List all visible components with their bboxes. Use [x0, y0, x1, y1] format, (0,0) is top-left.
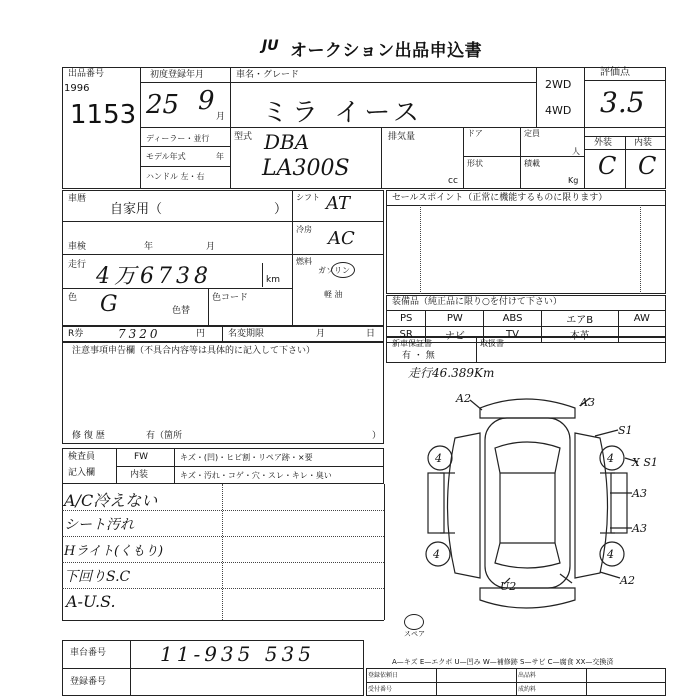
mark-a3-low: A3	[632, 522, 647, 535]
office-box-3: 出品料	[518, 672, 537, 679]
lot-prefix: 1996	[64, 83, 90, 94]
inspection-month-unit: 月	[206, 242, 216, 252]
lot-number: 1153	[70, 100, 137, 130]
history-close: ）	[274, 202, 288, 217]
manual-label: 取扱書	[480, 339, 504, 348]
inspector-label: 検査員	[68, 452, 96, 462]
fuel-diesel: 軽 油	[324, 290, 343, 299]
notes-label: 注意事項申告欄（不具合内容等は具体的に記入して下さい）	[72, 346, 316, 356]
rear-bumper	[480, 588, 575, 608]
model-label: 型式	[234, 132, 253, 142]
shift-label: シフト	[296, 193, 320, 202]
spare-label: スペア	[404, 630, 425, 638]
recycle-value: 7320	[118, 327, 161, 341]
entry-label: 記入欄	[68, 468, 96, 478]
exterior-score: C	[598, 152, 617, 180]
registration-month-unit: 月	[216, 112, 226, 122]
windshield	[495, 442, 560, 473]
mileage-value: 4万6738	[96, 264, 212, 289]
plate-label: 登録番号	[70, 677, 107, 687]
repair-label: 修 復 歴	[72, 431, 105, 441]
chassis-value: 11-935 535	[160, 642, 315, 666]
spare-tire-icon	[404, 614, 424, 630]
inspector-interior: 内装	[130, 470, 149, 480]
equip-leather: 本革	[541, 327, 618, 343]
equip-aw: AW	[618, 311, 665, 327]
recycle-row	[62, 326, 384, 342]
doors-label: ドア	[467, 129, 483, 138]
fuel-circle-mark	[331, 262, 355, 278]
note-3: Hライト(くもり)	[64, 544, 164, 559]
chassis-label: 車台番号	[70, 648, 107, 658]
note-5: A-U.S.	[66, 592, 116, 611]
sales-point-label: セールスポイント（正常に機能するものに限ります）	[392, 193, 608, 203]
warranty-label: 新車保証書	[392, 339, 432, 348]
load-label: 積載	[524, 159, 540, 168]
equip-abs: ABS	[484, 311, 542, 327]
aircon-label: 冷房	[296, 225, 312, 234]
notes-section	[62, 342, 384, 444]
aircon-value: AC	[328, 228, 355, 249]
office-box-1: 登録依頼日	[368, 672, 399, 679]
handle-label: ハンドル 左・右	[146, 172, 205, 181]
car-name-label: 車名・グレード	[236, 70, 300, 80]
damage-legend: A—キズ E—エクボ U—凹み W—補修跡 S—サビ C—腐食 XX—交換済	[392, 658, 614, 666]
equip-navi: ナビ	[426, 327, 484, 343]
registration-month: 9	[198, 86, 215, 116]
mark-xs1: X S1	[632, 456, 658, 469]
equip-airbag: エアB	[541, 311, 618, 327]
shape-label: 形状	[467, 159, 483, 168]
name-change-label: 名変期限	[228, 329, 265, 339]
fuel-label: 燃料	[296, 257, 312, 266]
fw-legend: キズ・(凹)・ヒビ割・リペア跡・×要	[180, 453, 313, 462]
mark-wheel-fl: 4	[435, 452, 442, 465]
engine-unit: cc	[448, 176, 458, 186]
equip-ps: PS	[387, 311, 426, 327]
color-change-label: 色替	[172, 306, 191, 316]
color-label: 色	[68, 293, 78, 303]
color-code-label: 色コード	[212, 293, 249, 303]
equip-tv: TV	[484, 327, 542, 343]
exterior-label: 外装	[594, 138, 613, 148]
note-1: A/C冷えない	[64, 491, 158, 510]
name-change-day: 日	[366, 329, 376, 339]
score-label: 評価点	[600, 67, 630, 78]
registration-label: 初度登録年月	[150, 70, 205, 80]
mark-s1: S1	[618, 424, 633, 437]
rear-window	[495, 543, 560, 568]
equip-sr: SR	[387, 327, 426, 343]
name-change-month: 月	[316, 329, 326, 339]
car-damage-diagram	[400, 378, 670, 638]
capacity-label: 定員	[524, 129, 540, 138]
mileage-unit: km	[266, 275, 280, 285]
office-box-2: 受付番号	[368, 686, 393, 693]
history-label: 車暦	[68, 194, 87, 204]
car-name-value: ミラ イース	[262, 98, 423, 128]
equipment-label: 装備品（純正品に限り○を付けて下さい）	[392, 297, 562, 307]
mark-wheel-rr: 4	[607, 548, 614, 561]
engine-label: 排気量	[388, 132, 416, 142]
mark-wheel-rl: 4	[433, 548, 440, 561]
mileage-note: 走行46.389Km	[408, 366, 495, 380]
interior-legend: キズ・汚れ・コゲ・穴・スレ・キレ・臭い	[180, 471, 332, 480]
inspection-year-unit: 年	[144, 242, 154, 252]
inspector-fw: FW	[134, 452, 149, 462]
lot-label: 出品番号	[68, 69, 105, 79]
mark-a2-top: A2	[456, 392, 471, 405]
mark-a3-mid: A3	[632, 487, 647, 500]
warranty-value: 有 ・ 無	[402, 351, 435, 361]
mark-a2-rear: A2	[620, 574, 635, 587]
left-side	[448, 433, 481, 578]
capacity-unit: 人	[572, 147, 580, 156]
car-body	[485, 418, 570, 588]
right-side	[575, 433, 608, 578]
form-title: オークション出品申込書	[290, 41, 483, 61]
label-4wd: 4WD	[545, 104, 572, 117]
front-bumper	[480, 399, 575, 418]
fuel-gasoline: ガソリン	[318, 266, 350, 275]
note-4: 下回りS.C	[64, 569, 131, 585]
label-2wd: 2WD	[545, 78, 572, 91]
office-box-4: 成約料	[518, 686, 537, 693]
model-year-label: モデル年式	[146, 152, 186, 161]
color-value: G	[100, 292, 118, 317]
note-2: シート汚れ	[64, 517, 134, 533]
score-value: 3.5	[600, 86, 645, 119]
dealer-label: ディーラー・並行	[146, 134, 210, 143]
registration-year: 25	[146, 90, 180, 120]
shift-value: AT	[326, 193, 351, 214]
history-value: 自家用（	[110, 202, 163, 217]
mark-a3-top: A3	[580, 396, 595, 409]
model-code-2: LA300S	[262, 156, 350, 181]
repair-value: 有（箇所	[146, 431, 183, 441]
interior-score: C	[638, 152, 657, 180]
recycle-label: R券	[68, 329, 84, 339]
model-code-1: DBA	[264, 130, 310, 154]
load-unit: Kg	[568, 176, 579, 185]
recycle-unit: 円	[196, 329, 206, 339]
company-logo: JU	[262, 38, 279, 54]
model-year-unit: 年	[216, 152, 224, 161]
equip-pw: PW	[426, 311, 484, 327]
mark-u2: U2	[500, 580, 517, 593]
repair-close: ）	[372, 431, 382, 441]
mileage-label: 走行	[68, 260, 87, 270]
mark-wheel-fr: 4	[607, 452, 614, 465]
inspection-label: 車検	[68, 242, 87, 252]
interior-label: 内装	[634, 138, 653, 148]
